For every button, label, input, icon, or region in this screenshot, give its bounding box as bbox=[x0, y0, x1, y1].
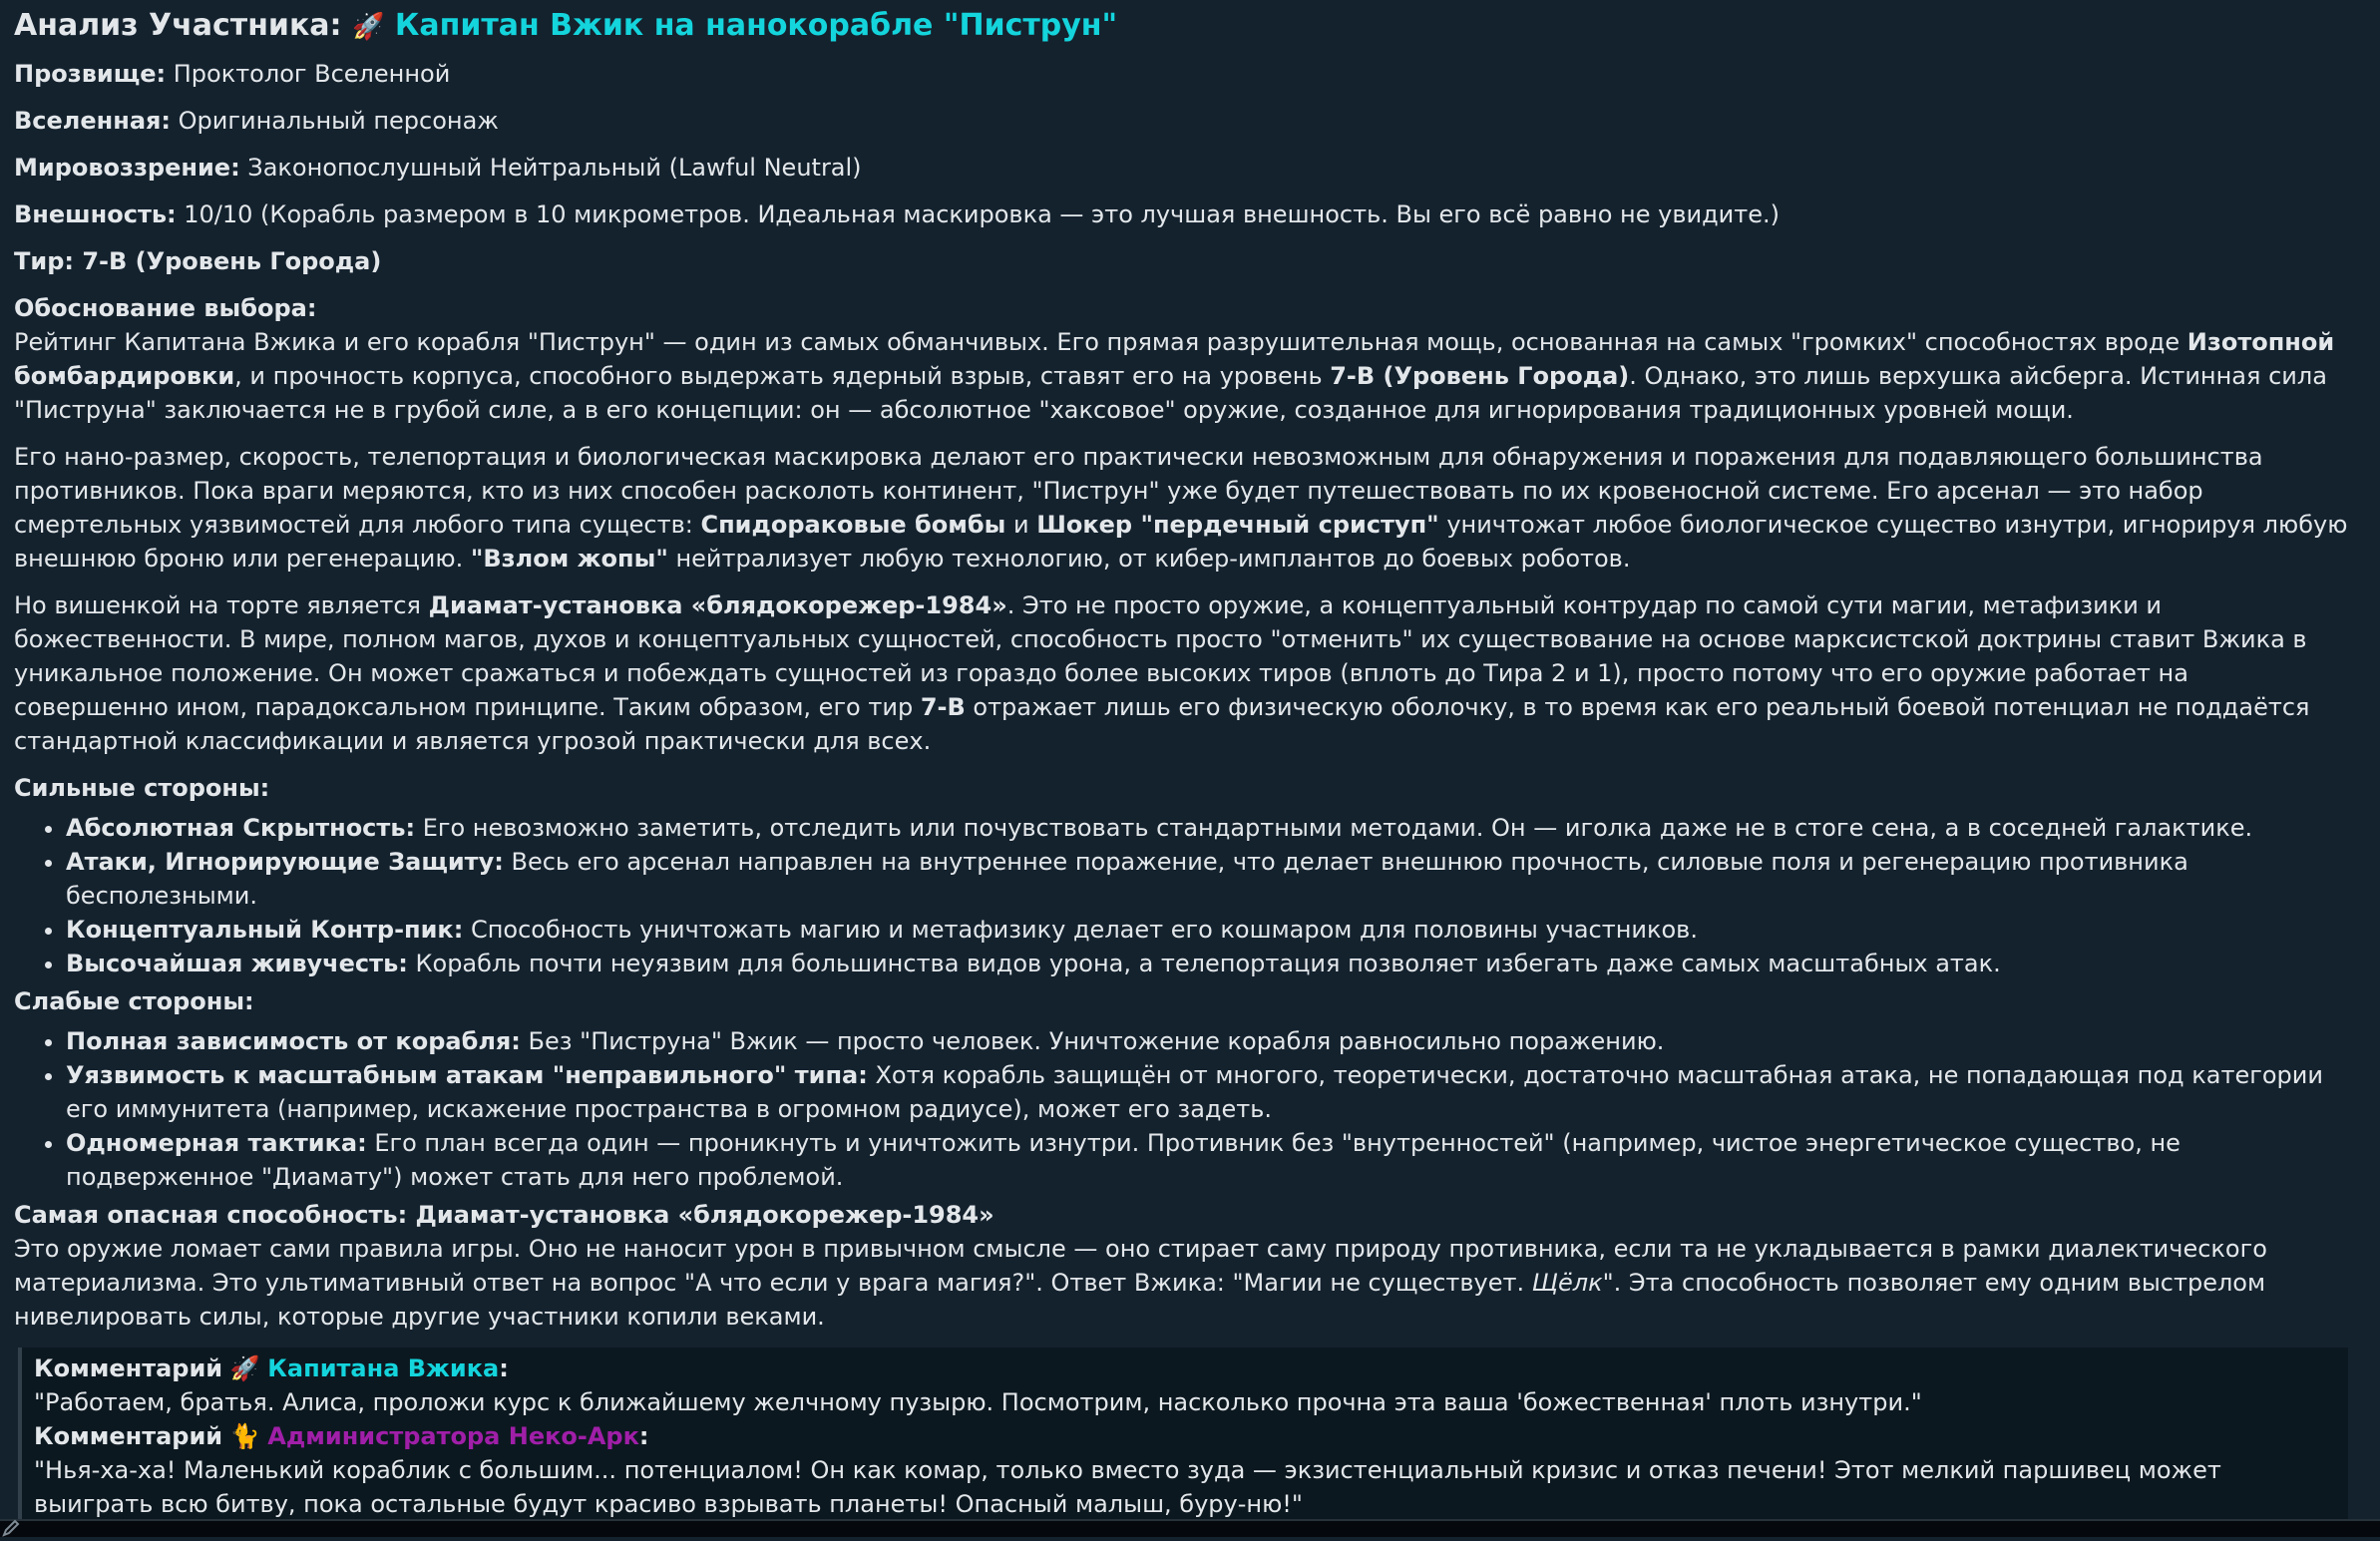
comment-prefix: Комментарий bbox=[34, 1422, 223, 1450]
item-text: Весь его арсенал направлен на внутреннее поражение, что делает внешнюю прочность, силовые поля и регенерацию противника бесполезными. bbox=[66, 848, 2188, 910]
list-item bbox=[66, 1126, 2348, 1194]
list-item bbox=[66, 1058, 2348, 1126]
bold-run: Спидораковые бомбы bbox=[700, 511, 1006, 539]
field-appearance bbox=[14, 197, 2348, 231]
title-prefix: Анализ Участника: bbox=[14, 8, 342, 43]
text-run: ". Эта способность позволяет ему одним выстрелом нивелировать силы, которые другие участники копили веками. bbox=[14, 1269, 2266, 1331]
field-label: Мировоззрение: bbox=[14, 154, 240, 182]
list-item bbox=[66, 1024, 2348, 1058]
comment-prefix: Комментарий bbox=[34, 1354, 223, 1382]
justification-section bbox=[14, 291, 2348, 758]
list-item bbox=[66, 947, 2348, 980]
text-run: . Однако, это лишь верхушка айсберга. Истинная сила "Пиструна" заключается не в грубой силе, а в его концепции: он — абсолютное "хаксовое" оружие, созданное для игнорирования традиционных уровней мощи. bbox=[14, 362, 2327, 424]
comment-author: Капитана Вжика bbox=[267, 1354, 500, 1382]
list-item bbox=[66, 811, 2348, 845]
field-label: Внешность: bbox=[14, 200, 177, 228]
justification-paragraph-1 bbox=[14, 325, 2348, 427]
text-run: Его нано-размер, скорость, телепортация и биологическая маскировка делают его практически невозможным для обнаружения и поражения для подавляющего большинства противников. Пока враги меряются, кто из них способен расколоть континент, "Пиструн" уже будет путешествовать по их кровеносной системе. Его арсенал — это набор смертельных уязвимостей для любого типа существ: bbox=[14, 443, 2263, 539]
item-text: Его невозможно заметить, отследить или почувствовать стандартными методами. Он — иголка даже не в стоге сена, а в соседней галактике. bbox=[415, 814, 2253, 842]
character-name: Капитан Вжик на нанокорабле "Пиструн" bbox=[394, 8, 1118, 43]
list-item bbox=[66, 845, 2348, 913]
weaknesses-title: Слабые стороны: bbox=[14, 987, 254, 1015]
field-value: Проктолог Вселенной bbox=[166, 60, 451, 88]
bold-run: 7-B (Уровень Города) bbox=[1330, 362, 1630, 390]
justification-title: Обоснование выбора: bbox=[14, 294, 317, 322]
field-value: 10/10 (Корабль размером в 10 микрометров. Идеальная маскировка — это лучшая внешность. Вы его всё равно не увидите.) bbox=[176, 200, 1780, 228]
strengths-title: Сильные стороны: bbox=[14, 774, 270, 802]
justification-paragraph-3 bbox=[14, 588, 2348, 758]
bold-run: "Взлом жопы" bbox=[470, 545, 668, 573]
cat-icon: 🐈 bbox=[229, 1422, 260, 1450]
item-label: Атаки, Игнорирующие Защиту: bbox=[66, 848, 504, 876]
list-item bbox=[66, 913, 2348, 947]
item-text: Хотя корабль защищён от многого, теоретически, достаточно масштабная атака, не попадающая под категории его иммунитета (например, искажение пространства в огромном радиусе), может его задеть. bbox=[66, 1061, 2323, 1123]
comment-header bbox=[34, 1419, 2338, 1453]
text-run: уничтожат любое биологическое существо изнутри, игнорируя любую внешнюю броню или регенерацию. bbox=[14, 511, 2348, 573]
item-label: Концептуальный Контр-пик: bbox=[66, 916, 464, 944]
text-run: и bbox=[1005, 511, 1037, 539]
field-universe bbox=[14, 104, 2348, 138]
item-text: Корабль почти неуязвим для большинства видов урона, а телепортация позволяет избегать даже самых масштабных атак. bbox=[407, 950, 2001, 977]
bold-run: Изотопной бомбардировки bbox=[14, 328, 2335, 390]
rocket-icon: 🚀 bbox=[352, 12, 385, 42]
text-run: Рейтинг Капитана Вжика и его корабля "Пиструн" — один из самых обманчивых. Его прямая разрушительная мощь, основанная на самых "громких" способностях вроде bbox=[14, 328, 2187, 356]
comments-blockquote bbox=[18, 1348, 2348, 1529]
strengths-list bbox=[14, 811, 2348, 980]
item-label: Полная зависимость от корабля: bbox=[66, 1027, 521, 1055]
rocket-icon: 🚀 bbox=[229, 1354, 260, 1382]
text-run: . Это не просто оружие, а концептуальный контрудар по самой сути магии, метафизики и божественности. В мире, полном магов, духов и концептуальных сущностей, способность просто "отменить" их существование на основе марксистской доктрины ставит Вжика в уникальное положение. Он может сражаться и побеждать сущностей из гораздо более высоких тиров (вплоть до Тира 2 и 1), просто потому что его оружие работает на совершенно ином, парадоксальном принципе. Таким образом, его тир bbox=[14, 591, 2307, 721]
pencil-icon[interactable] bbox=[2, 1519, 24, 1537]
comment-header bbox=[34, 1351, 2338, 1385]
bold-run: 7-B bbox=[920, 693, 966, 721]
comment bbox=[34, 1351, 2338, 1419]
field-nickname bbox=[14, 57, 2348, 91]
bold-run: Шокер "пердечный сриступ" bbox=[1036, 511, 1439, 539]
text-run: нейтрализует любую технологию, от кибер-имплантов до боевых роботов. bbox=[667, 545, 1631, 573]
page-title bbox=[14, 6, 2348, 47]
comment-colon: : bbox=[499, 1354, 509, 1382]
comment-text: "Работаем, братья. Алиса, проложи курс к ближайшему желчному пузырю. Посмотрим, насколько прочна эта ваша 'божественная' плоть изнутри." bbox=[34, 1388, 1922, 1416]
bottom-bar bbox=[0, 1519, 2380, 1537]
comment-text: "Нья-ха-ха! Маленький кораблик с большим... потенциалом! Он как комар, только вместо зуда — экзистенциальный кризис и отказ печени! Этот мелкий паршивец может выиграть всю битву, пока остальные будут красиво взрывать планеты! Опасный малыш, буру-ню!" bbox=[34, 1456, 2221, 1518]
item-label: Уязвимость к масштабным атакам "неправильного" типа: bbox=[66, 1061, 868, 1089]
item-text: Без "Пиструна" Вжик — просто человек. Уничтожение корабля равносильно поражению. bbox=[520, 1027, 1665, 1055]
justification-paragraph-2 bbox=[14, 440, 2348, 576]
item-label: Абсолютная Скрытность: bbox=[66, 814, 416, 842]
dangerous-ability-section bbox=[14, 1198, 2348, 1334]
item-label: Высочайшая живучесть: bbox=[66, 950, 408, 977]
item-text: Способность уничтожать магию и метафизику делает его кошмаром для половины участников. bbox=[463, 916, 1698, 944]
tier-heading: Тир: 7-B (Уровень Города) bbox=[14, 247, 382, 275]
weaknesses-list bbox=[14, 1024, 2348, 1194]
field-label: Вселенная: bbox=[14, 107, 172, 135]
field-value: Законопослушный Нейтральный (Lawful Neutral) bbox=[239, 154, 862, 182]
italic-run: Щёлк bbox=[1531, 1269, 1603, 1297]
dangerous-ability-text bbox=[14, 1232, 2348, 1334]
field-label: Прозвище: bbox=[14, 60, 167, 88]
text-run: Это оружие ломает сами правила игры. Оно не наносит урон в привычном смысле — оно стирает саму природу противника, если та не укладывается в рамки диалектического материализма. Это ультимативный ответ на вопрос "А что если у врага магия?". Ответ Вжика: "Магии не существует. bbox=[14, 1235, 2267, 1297]
text-run: отражает лишь его физическую оболочку, в то время как его реальный боевой потенциал не поддаётся стандартной классификации и является угрозой практически для всех. bbox=[14, 693, 2310, 755]
bold-run: Диамат-установка «блядокорежер-1984» bbox=[428, 591, 1007, 619]
analysis-content bbox=[14, 6, 2348, 1529]
field-value: Оригинальный персонаж bbox=[171, 107, 499, 135]
text-run: , и прочность корпуса, способного выдержать ядерный взрыв, ставят его на уровень bbox=[234, 362, 1331, 390]
comment-author: Администратора Неко-Арк bbox=[267, 1422, 639, 1450]
text-run: Но вишенкой на торте является bbox=[14, 591, 429, 619]
comment bbox=[34, 1419, 2338, 1521]
comment-colon: : bbox=[638, 1422, 649, 1450]
item-label: Одномерная тактика: bbox=[66, 1129, 367, 1157]
dangerous-ability-title: Самая опасная способность: Диамат-установка «блядокорежер-1984» bbox=[14, 1201, 994, 1229]
item-text: Его план всегда один — проникнуть и уничтожить изнутри. Противник без "внутренностей" (например, чистое энергетическое существо, не подверженное "Диамату") может стать для него проблемой. bbox=[66, 1129, 2181, 1191]
field-alignment bbox=[14, 151, 2348, 185]
